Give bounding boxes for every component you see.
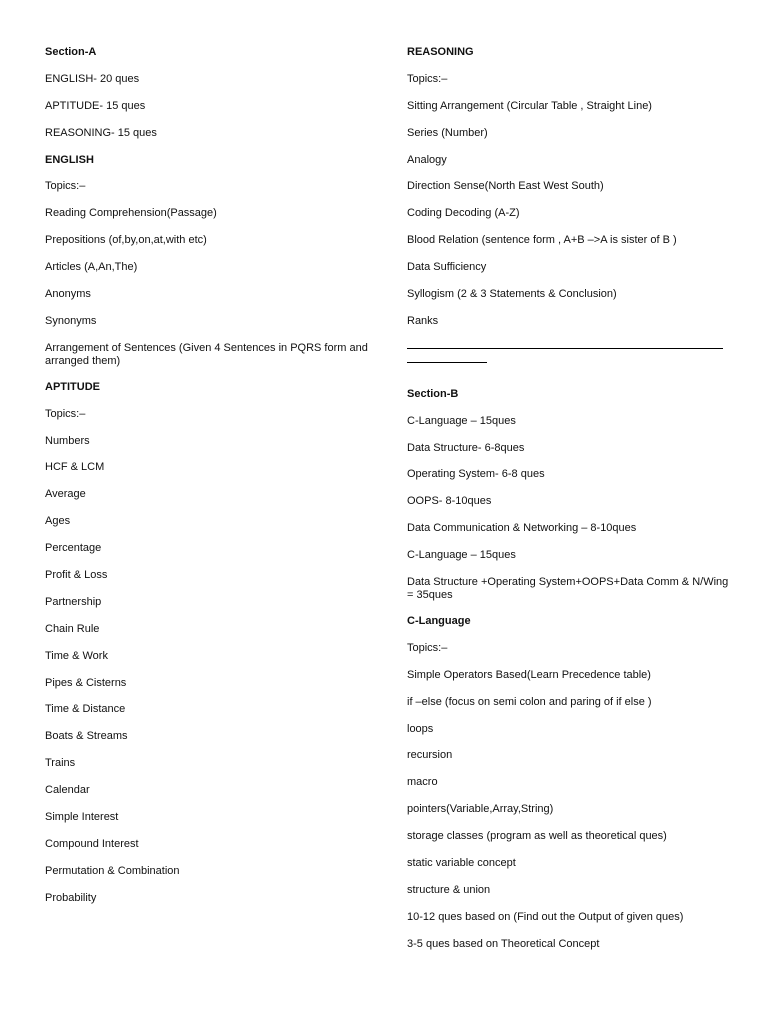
item-data-sufficiency: Data Sufficiency (407, 261, 487, 274)
item-english-20-ques: ENGLISH- 20 ques (45, 72, 140, 85)
item-topics: Topics:– (45, 180, 86, 193)
item-data-structure-6-8ques: Data Structure- 6-8ques (407, 441, 525, 454)
heading-section-a: Section-A (45, 46, 97, 58)
item-arrangement-of-sentences-given-4-sentenc: Arrangement of Sentences (Given 4 Sentences in PQRS form and arranged them) (45, 341, 368, 367)
item-structure-union: structure & union (407, 883, 491, 896)
item-3-5-ques-based-on-theoretical-concept: 3-5 ques based on Theoretical Concept (407, 937, 600, 950)
item-anonyms: Anonyms (45, 288, 91, 301)
item-sitting-arrangement-circular-table-strai: Sitting Arrangement (Circular Table , Straight Line) (407, 99, 652, 112)
heading-reasoning: REASONING (407, 46, 474, 58)
item-analogy: Analogy (407, 153, 447, 166)
item-profit-loss: Profit & Loss (45, 569, 108, 582)
item-reading-comprehension-passage: Reading Comprehension(Passage) (45, 207, 217, 220)
item-chain-rule: Chain Rule (45, 622, 100, 635)
item-prepositions-of-by-on-at-with-etc: Prepositions (of,by,on,at,with etc) (45, 234, 207, 247)
item-time-distance: Time & Distance (45, 703, 126, 716)
item-ranks: Ranks (407, 314, 439, 327)
item-operating-system-6-8-ques: Operating System- 6-8 ques (407, 468, 545, 481)
item-10-12-ques-based-on-find-out-the-output-: 10-12 ques based on (Find out the Output of given ques) (407, 910, 684, 923)
item-average: Average (45, 488, 86, 501)
item-ages: Ages (45, 515, 71, 528)
item-compound-interest: Compound Interest (45, 837, 139, 850)
item-if-else-focus-on-semi-colon-and-paring-o: if –else (focus on semi colon and paring of if else ) (407, 695, 652, 708)
heading-section-b: Section-B (407, 387, 459, 400)
item-oops-8-10ques: OOPS- 8-10ques (407, 495, 492, 508)
heading-c-language: C-Language (407, 615, 471, 628)
item-permutation-combination: Permutation & Combination (45, 864, 180, 877)
item-synonyms: Synonyms (45, 314, 97, 327)
item-c-language-15ques: C-Language – 15ques (407, 549, 516, 562)
item-coding-decoding-a-z: Coding Decoding (A-Z) (407, 207, 520, 220)
item-simple-operators-based-learn-precedence-: Simple Operators Based(Learn Precedence table) (407, 668, 651, 681)
item-syllogism-2-3-statements-conclusion: Syllogism (2 & 3 Statements & Conclusion) (407, 288, 617, 301)
item-data-communication-networking-8-10ques: Data Communication & Networking – 8-10ques (407, 522, 637, 535)
item-recursion: recursion (407, 749, 453, 762)
item-topics: Topics:– (407, 641, 448, 654)
right-column (407, 46, 729, 965)
item-articles-a-an-the: Articles (A,An,The) (45, 261, 138, 274)
item-c-language-15ques: C-Language – 15ques (407, 414, 516, 427)
item-data-structure-operating-system-oops-dat: Data Structure +Operating System+OOPS+Data Comm & N/Wing = 35ques (407, 576, 729, 602)
item-percentage: Percentage (45, 542, 102, 555)
item-aptitude-15-ques: APTITUDE- 15 ques (45, 99, 146, 112)
item-time-work: Time & Work (45, 649, 108, 662)
left-column (45, 46, 375, 919)
item-hcf-lcm: HCF & LCM (45, 461, 105, 474)
divider-line-short (407, 362, 487, 363)
item-probability: Probability (45, 891, 97, 904)
section-divider (407, 342, 729, 363)
item-macro: macro (407, 776, 438, 789)
divider-line (407, 348, 723, 349)
item-partnership: Partnership (45, 595, 102, 608)
item-reasoning-15-ques: REASONING- 15 ques (45, 126, 157, 139)
item-boats-streams: Boats & Streams (45, 730, 128, 743)
item-numbers: Numbers (45, 434, 90, 447)
item-blood-relation-sentence-form-a-b-a-is-si: Blood Relation (sentence form , A+B –>A is sister of B ) (407, 234, 677, 247)
item-simple-interest: Simple Interest (45, 811, 119, 824)
item-direction-sense-north-east-west-south: Direction Sense(North East West South) (407, 180, 604, 193)
item-calendar: Calendar (45, 784, 90, 797)
item-pipes-cisterns: Pipes & Cisterns (45, 676, 127, 689)
item-trains: Trains (45, 757, 76, 770)
item-topics: Topics:– (45, 407, 86, 420)
item-topics: Topics:– (407, 72, 448, 85)
heading-english: ENGLISH (45, 153, 94, 166)
item-loops: loops (407, 722, 434, 735)
heading-aptitude: APTITUDE (45, 380, 100, 393)
item-pointers-variable-array-string: pointers(Variable,Array,String) (407, 803, 554, 816)
item-static-variable-concept: static variable concept (407, 857, 516, 870)
item-storage-classes-program-as-well-as-theor: storage classes (program as well as theoretical ques) (407, 830, 667, 843)
item-series-number: Series (Number) (407, 126, 488, 139)
